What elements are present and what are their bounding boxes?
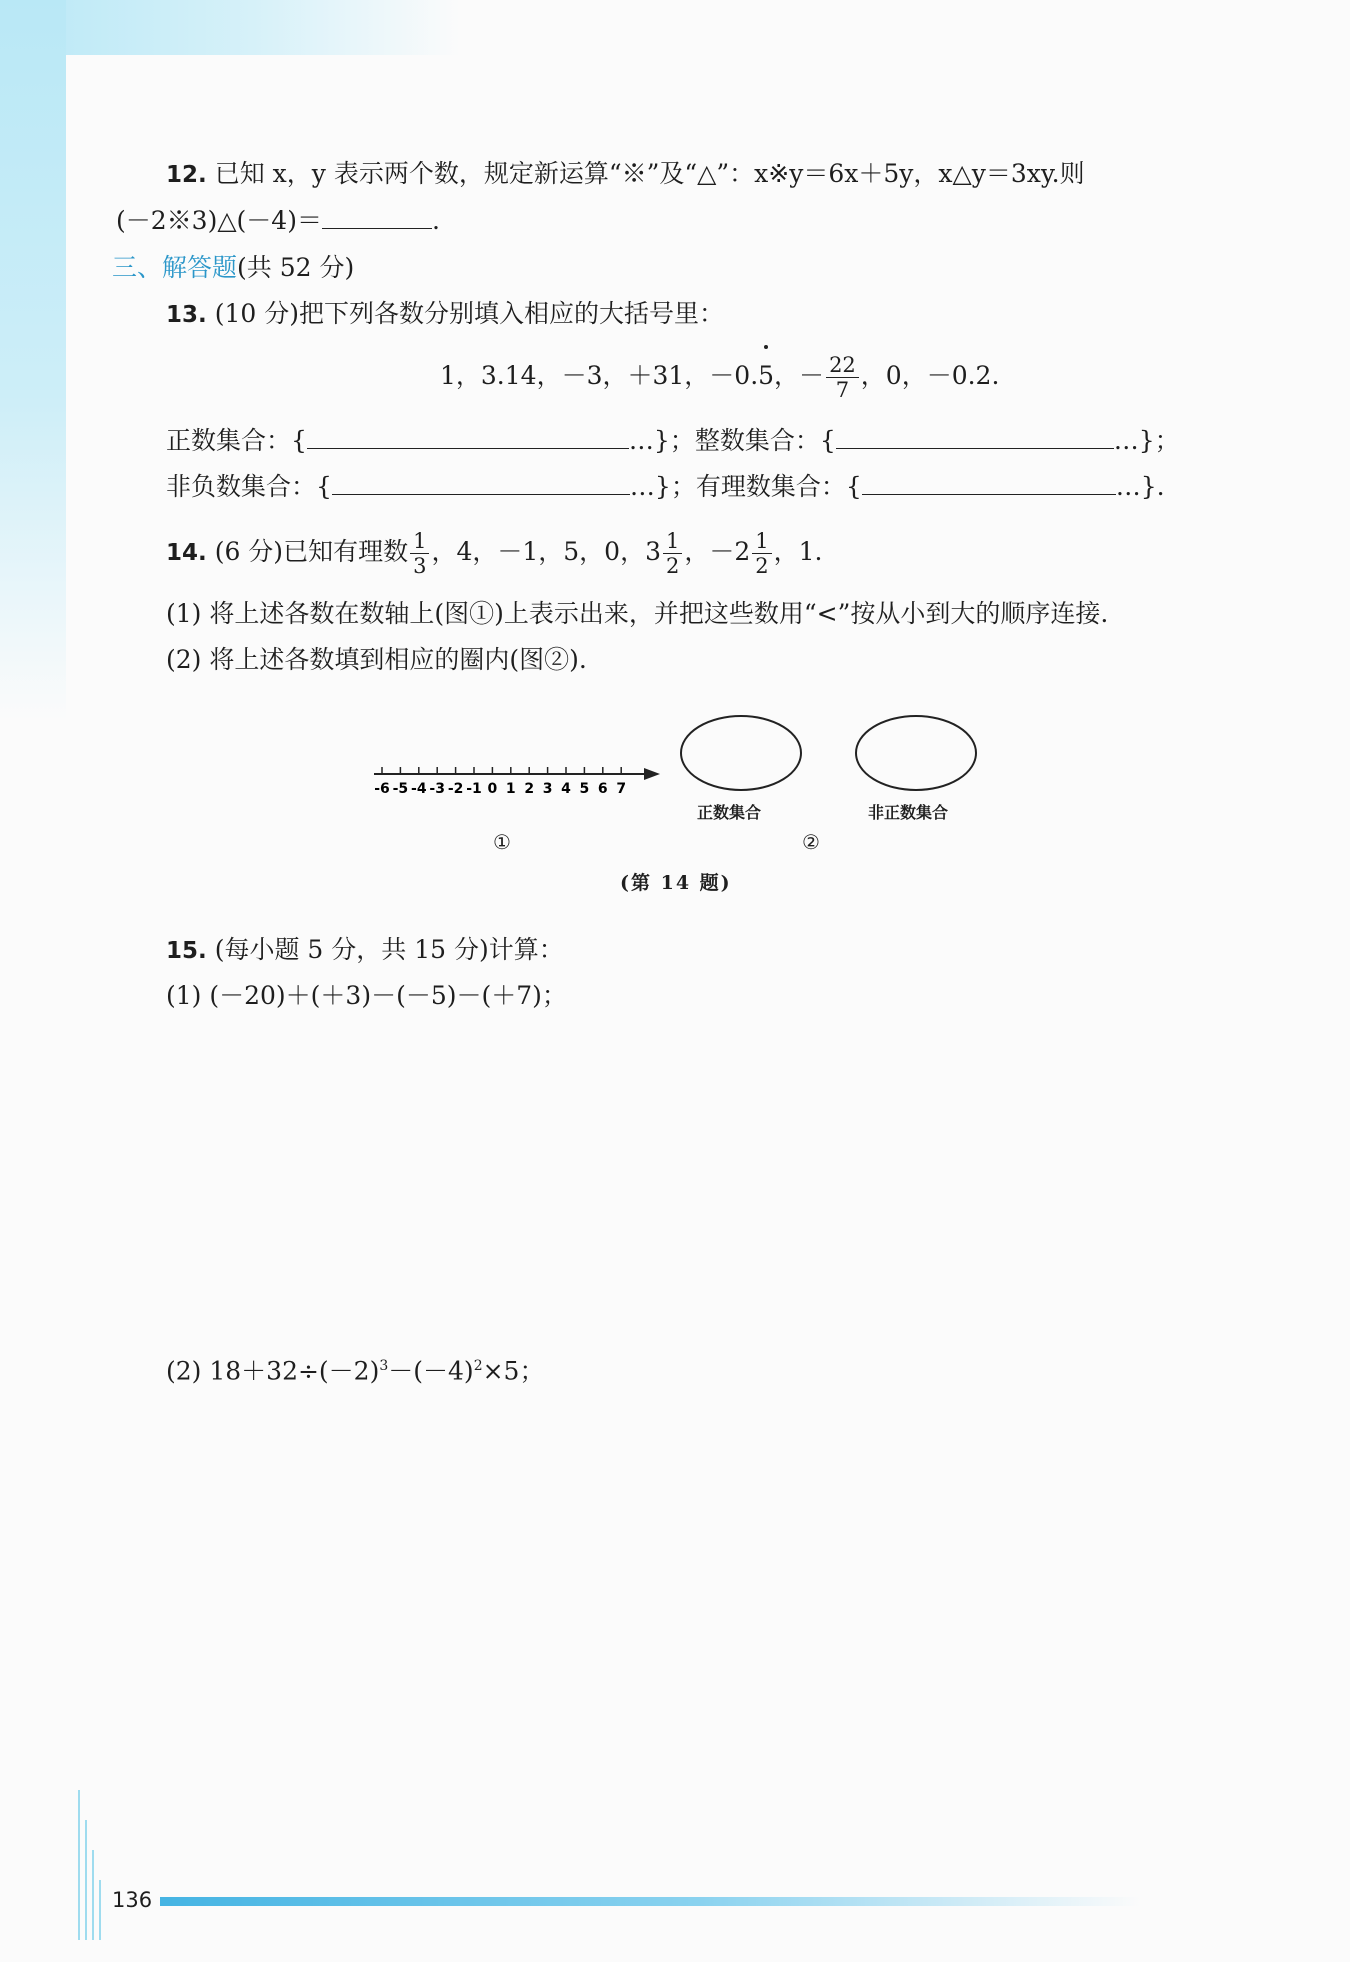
positive-set-blank[interactable] [307, 424, 629, 449]
q13-text: (10 分)把下列各数分别填入相应的大括号里： [214, 299, 724, 328]
section-heading [112, 252, 354, 284]
q13-fraction-numerator: 22 [826, 353, 859, 378]
set-ovals-figure [675, 710, 985, 800]
number-line-tick-label: 5 [579, 781, 590, 797]
section-score: (共 52 分) [237, 253, 355, 282]
q14-list-part2: ，－2 [684, 537, 751, 566]
q15-sub2-part3: ×5； [482, 1356, 545, 1386]
q14-sub1: (1) 将上述各数在数轴上(图①)上表示出来，并把这些数用“<”按从小到大的顺序连接. [166, 599, 1109, 628]
figure2-label: ② [802, 830, 820, 854]
page-number: 136 [112, 1888, 153, 1912]
number-line-tick-label: 0 [487, 781, 498, 797]
number-line-tick-label: -6 [374, 781, 390, 797]
q14-fraction-3 [752, 529, 771, 578]
number-line-arrow [644, 768, 660, 780]
q14-number: 14. [166, 540, 207, 566]
side-decoration [0, 0, 66, 720]
number-line-tick-label: -5 [392, 781, 409, 797]
positive-set-oval[interactable] [681, 716, 801, 790]
q13-list-part1: 1，3.14，－3，＋31，－0. [440, 361, 759, 390]
q14-f3-numerator: 1 [752, 529, 771, 554]
q14-text: (6 分)已知有理数 [214, 537, 409, 566]
nonnegative-set-close: …}； [629, 472, 696, 501]
q13-line [166, 298, 724, 331]
q12-line2 [116, 204, 440, 237]
q15-sub1: (1) (－20)＋(＋3)－(－5)－(＋7)； [166, 981, 567, 1010]
number-line-tick-label: 6 [597, 781, 608, 797]
positive-set-label: 正数集合：{ [166, 426, 307, 455]
q15-sub2-exponent2: 2 [473, 1358, 483, 1374]
q14-fraction-2 [663, 529, 682, 578]
q15-sub2-part1: (2) 18＋32÷(－2) [166, 1356, 380, 1386]
q14-f1-denominator: 3 [413, 554, 427, 578]
q14-sub2: (2) 将上述各数填到相应的圈内(图②). [166, 645, 587, 674]
q13-list-part3: ，0，－0.2. [860, 361, 1000, 390]
number-line-tick-label: -4 [411, 781, 427, 797]
rational-set-blank[interactable] [862, 470, 1116, 495]
q15-text: (每小题 5 分，共 15 分)计算： [214, 935, 564, 964]
nonnegative-set-blank[interactable] [332, 470, 630, 495]
number-line-tick-label: 4 [561, 781, 571, 797]
figure-caption: (第 14 题) [620, 872, 732, 894]
q14-f2-denominator: 2 [665, 554, 680, 578]
rational-set-label: 有理数集合：{ [695, 472, 862, 501]
q14-fraction-1 [410, 529, 429, 578]
footer-bar [160, 1897, 1140, 1906]
number-line-figure [370, 752, 670, 812]
figure1-label: ① [493, 830, 511, 854]
q13-list-part2: ，－ [774, 361, 825, 390]
nonpositive-set-caption: 非正数集合 [868, 803, 949, 822]
q15-number: 15. [166, 938, 207, 964]
nonpositive-set-oval[interactable] [856, 716, 976, 790]
section-title: 三、解答题 [112, 253, 238, 282]
q13-fraction [826, 353, 859, 402]
q14-list-part3: ，1. [773, 537, 823, 566]
q14-line [166, 524, 823, 581]
footer-decoration-lines [78, 1780, 102, 1940]
q12-text: 已知 x，y 表示两个数，规定新运算“※”及“△”：x※y＝6x＋5y，x△y＝3xy.则 [214, 159, 1085, 188]
q15-sub2 [166, 1350, 544, 1387]
q14-list-part1: ，4，－1，5，0，3 [431, 537, 661, 566]
number-line-tick-label: 2 [524, 781, 535, 797]
rational-set-close: …}. [1115, 472, 1165, 501]
header-decoration [0, 0, 460, 60]
q13-number-list [440, 348, 999, 404]
q12-number: 12. [166, 162, 207, 188]
q14-f2-numerator: 1 [663, 529, 682, 554]
q15-sub2-part2: －(－4) [388, 1356, 474, 1386]
q12-answer-blank[interactable] [322, 204, 432, 229]
number-line-tick-label: 3 [542, 781, 553, 797]
q12-line1 [166, 158, 1085, 191]
number-line-tick-label: -1 [466, 781, 482, 797]
nonnegative-set-label: 非负数集合：{ [166, 472, 332, 501]
number-line-tick-label: 1 [505, 781, 516, 797]
q14-f3-denominator: 2 [755, 554, 769, 578]
q14-f1-numerator: 1 [410, 529, 429, 554]
integer-set-close: …}； [1113, 426, 1180, 455]
integer-set-blank[interactable] [836, 424, 1114, 449]
number-line-tick-label: 7 [616, 781, 627, 797]
number-line-tick-label: -2 [447, 781, 464, 797]
q13-sets-row2 [166, 470, 1165, 503]
integer-set-label: 整数集合：{ [694, 426, 836, 455]
q15-line [166, 934, 564, 967]
q13-number: 13. [166, 302, 207, 328]
positive-set-close: …}； [628, 426, 695, 455]
positive-set-caption: 正数集合 [697, 803, 762, 822]
q13-sets-row1 [166, 424, 1180, 457]
q12-period: . [431, 206, 440, 235]
q13-fraction-denominator: 7 [835, 378, 850, 402]
q15-sub2-exponent1: 3 [379, 1358, 389, 1374]
number-line-tick-label: -3 [429, 781, 445, 797]
q13-repeating-digit: 5 [758, 348, 774, 404]
q12-expression: (－2※3)△(－4)＝ [116, 206, 322, 235]
